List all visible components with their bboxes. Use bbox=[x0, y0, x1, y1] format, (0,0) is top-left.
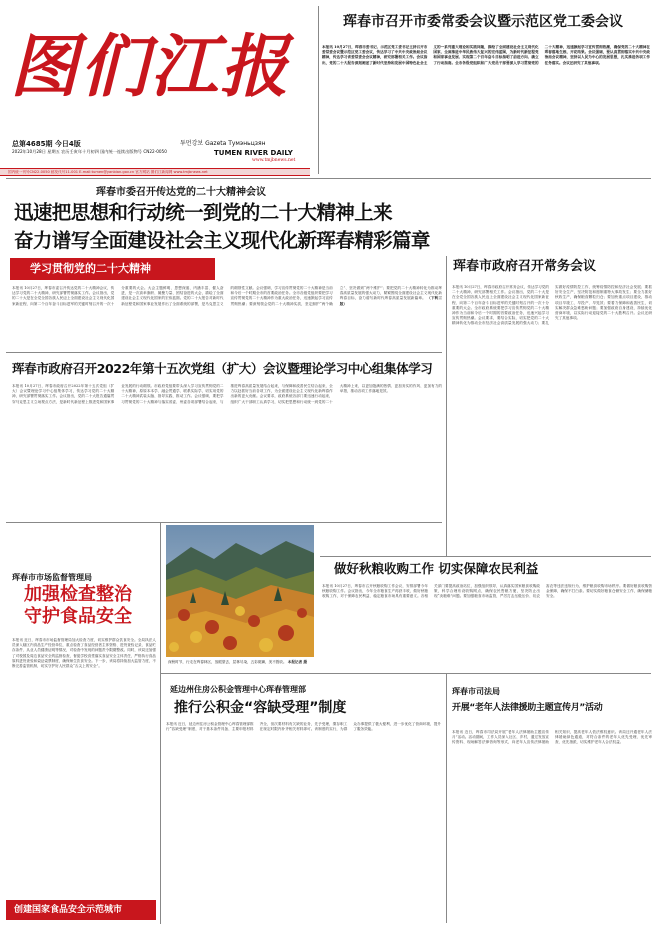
harvest-body: 本报讯 10月27日，珲春市召开秋粮收购工作会议，安排部署今年秋粮收购工作。会议指出，今年全市粮食生产再获丰收，做好秋粮收购工作，对于保障农民利益、稳定粮食市场具有重要意义。各相关部门要提高政治站位，加强组织领导，认真落实国家粮食收购政策，科学合理布设收购网点，确保农民售粮方便，坚决防止出现“卖粮难”问题。要加强粮食市场监管，严厉打击压级压价、坑农害农等违法违规行为，维护粮食收购市场秩序。要做好粮食收购资金保障，确保不打白条。要切实做好粮食仓储安全工作，确保储粮安全。 bbox=[322, 584, 652, 599]
lead-headline-2: 奋力谱写全面建设社会主义现代化新珲春精彩篇章 bbox=[14, 229, 430, 252]
divider bbox=[6, 178, 651, 179]
gov-meeting-headline: 珲春市政府召开常务会议 bbox=[453, 259, 597, 274]
lead-body: 本报讯 10月27日，珲春市委召开传达党的二十大精神会议，传达学习党的二十大精神，研究部署贯彻落实工作。会议指出，党的二十大是在全党全国各族人民迈上全面建设社会主义现代化国家新征程、向第二个百年奋斗目标进军的关键时刻召开的一次十分重要的大会。大会主题鲜明、思想深邃、内涵丰富、催人奋进，是一次高举旗帜、凝聚力量、团结奋进的大会，描绘了全面建设社会主义现代化国家的宏伟蓝图。党的二十大报告对新时代新征程党和国家事业发展作出了全面系统的部署，是马克思主义的纲领性文献。会议强调，学习宣传贯彻党的二十大精神是当前和今后一个时期全市的首要政治任务。全市各级党组织要把学习宣传贯彻党的二十大精神作为重大政治任务，迅速掀起学习宣传贯彻热潮；要深刻领会党的二十大精神实质，坚定拥护“两个确立”、坚决做到“两个维护”；要把党的二十大精神转化为推动珲春高质量发展的强大动力，紧紧围绕全面建设社会主义现代化新珲春目标，奋力谱写新时代珲春高质量发展新篇章。 bbox=[12, 286, 442, 306]
column-banner bbox=[10, 258, 215, 280]
date-line: 2022年10月28日 星期五 农历壬寅年十月初四 国内统一连续出版物号 CN22-0050 bbox=[12, 149, 167, 154]
korean-name: 투먼강보 Gazeta Тумэньцзян bbox=[180, 140, 266, 147]
housing-headline: 推行公积金“容缺受理”制度 bbox=[174, 700, 347, 716]
top-story-body: 本报讯 10月27日，珲春市委书记、示范区党工委书记主持召开市委常委会议暨示范区党工委会议，传达学习了中共中央政治局会议精神，传达学习省委常委会会议精神，研究部署相关工作。会议指出，党的二十大报告深刻阐述了新时代坚持和发展中国特色社会主义的一系列重大理论和实践问题，描绘了全面建设社会主义现代化国家、全面推进中华民族伟大复兴的宏伟蓝图，为新时代新征程党和国家事业发展、实现第二个百年奋斗目标指明了前进方向、确立了行动指南。全市各级党组织和广大党员干部要深入学习贯彻党的二十大精神，迅速掀起学习宣传贯彻热潮，确保党的二十大精神在珲春落地生根、开花结果。会议强调，要认真贯彻落实中共中央政治局会议精神，坚持以人民为中心的发展思想，扎实推进各项工作任务落实。会议还研究了其他事项。 bbox=[322, 45, 650, 65]
judicial-text bbox=[452, 730, 652, 922]
market-headline-1: 加强检查整治 bbox=[24, 584, 132, 605]
theory-headline: 珲春市政府召开2022年第十五次党组（扩大）会议暨理论学习中心组集体学习 bbox=[12, 361, 433, 376]
forest-image bbox=[166, 525, 314, 657]
theory-text bbox=[12, 384, 442, 519]
divider bbox=[160, 673, 651, 674]
gov-meeting-body: 本报讯 10月27日，珲春市政府召开常务会议，传达学习党的二十大精神，研究部署相关工作。会议指出，党的二十大是在全党全国各族人民迈上全面建设社会主义现代化国家新征程、向第二个百年奋斗目标进军的关键时刻召开的一次十分重要的大会。全市政府系统要把学习宣传贯彻党的二十大精神作为当前和今后一个时期的首要政治任务，迅速兴起学习宣传贯彻热潮。会议要求，要结合实际，切实把党的二十大精神转化为推动全市经济社会高质量发展的强大动力；要扎实做好疫情防控工作，统筹疫情防控和经济社会发展；要抓好安全生产，坚决防范和遏制重特大事故发生；要全力抓好秋收生产，确保粮食颗粒归仓；要加快重点项目建设，推动项目早竣工、早投产、早见效；要着力保障和改善民生，切实解决群众急难愁盼问题；要加强政府自身建设，持续优化营商环境，以实际行动迎接党的二十大胜利召开。会议还研究了其他事项。 bbox=[452, 285, 652, 326]
housing-body: 本报讯 近日，延边州住房公积金管理中心珲春管理部推行“容缺受理”制度，对于基本条件具备、主要申报材料齐全，但次要材料有欠缺的业务，先予受理，缴存职工在规定时限内补齐相关材料即可。该制度的实行，为群众办事提供了极大便利，进一步优化了营商环境，提升了服务效能。 bbox=[166, 722, 441, 732]
divider bbox=[318, 6, 319, 174]
photo-caption-text: 深秋时节，行走在珲春林区，放眼望去，层林尽染，五彩斑斓，美不胜收。 bbox=[168, 660, 287, 664]
food-safety-banner-label: 创建国家食品安全示范城市 bbox=[14, 905, 123, 915]
market-body: 本报讯 近日，珲春市市场监督管理局加大检查力度，切实维护群众饮食安全。全局执法人员深入辖区内食品生产经营单位，重点检查了食品经营者主体资格、进货查验记录、食品贮存条件、从业人员健康证明等情况，对检查中发现的问题责令限期整改。同时，该局还加强了对校园及周边食品安全的监督检查，督促学校食堂落实食品安全主体责任，严格执行食品原料进货查验和索证索票制度，确保师生饮食安全。下一步，该局将持续加大监管力度，不断完善监管机制，切实守护好人民群众“舌尖上的安全”。 bbox=[12, 638, 156, 669]
photo-credit: 本报记者 摄 bbox=[287, 660, 307, 664]
divider bbox=[446, 256, 447, 556]
divider bbox=[160, 522, 161, 924]
lead-kicker: 珲春市委召开传达党的二十大精神会议 bbox=[96, 187, 266, 198]
judicial-kicker: 珲春市司法局 bbox=[452, 686, 500, 696]
harvest-text bbox=[322, 584, 652, 669]
photo-caption bbox=[168, 660, 314, 665]
market-kicker: 珲春市市场监督管理局 bbox=[12, 572, 92, 582]
top-story-text bbox=[322, 45, 650, 160]
english-name: TUMEN RIVER DAILY bbox=[214, 149, 293, 157]
housing-kicker: 延边州住房公积金管理中心珲春管理部 bbox=[170, 684, 306, 694]
top-story-headline: 珲春市召开市委常委会议暨示范区党工委会议 bbox=[343, 14, 623, 30]
newspaper-logo: 图们江报 bbox=[10, 27, 291, 107]
food-safety-banner bbox=[6, 900, 156, 920]
contact-strip bbox=[0, 168, 310, 176]
issue-info: 总第4685期 今日4版 bbox=[12, 140, 81, 148]
judicial-body: 本报讯 近日，珲春市司法局开展“老年人法律援助主题宣传月”活动。活动期间，工作人员深入社区、乡村，通过发放宣传资料、现场解答法律咨询等形式，向老年人宣传法律援助相关知识，提高老年人依法维权意识。该局还开通老年人法律援助绿色通道，对符合条件的老年人优先受理、优先审查、优先指派，切实维护老年人合法权益。 bbox=[452, 730, 652, 745]
lead-continued: （下转三版） bbox=[339, 296, 442, 306]
harvest-headline: 做好秋粮收购工作 切实保障农民利益 bbox=[334, 561, 539, 576]
contact-strip-text: 国内统一刊号CN22-0050 邮发代号11-001 E-mail:tumen@yanbian.gov.cn 官方网站 图们江新闻网 www.tmjbnews.net bbox=[8, 170, 208, 174]
divider bbox=[446, 673, 447, 923]
website: www.tmjbnews.net bbox=[252, 158, 296, 163]
theory-body: 本报讯 10月27日，珲春市政府召开2022年第十五次党组（扩大）会议暨理论学习中心组集体学习，传达学习党的二十大精神，研究部署贯彻落实工作。会议指出，党的二十大报告通篇贯穿马克思主义立场观点方法，是新时代新征程上推进党和国家事业发展的行动纲领。市政府党组要带头深入学习宣传贯彻党的二十大精神，原原本本学、融会贯通学、联系实际学，切实用党的二十大精神武装头脑、指导实践、推动工作。会议强调，要把学习贯彻党的二十大精神与落实省委、州委各项部署结合起来，与推进珲春高质量发展结合起来，与保障和改善民生结合起来，全力以赴抓好当前各项工作，为全面建设社会主义现代化新珲春作出新的更大贡献。会议要求，政府系统各部门要迅速行动起来，组织广大干部职工认真学习，切实把思想和行动统一到党的二十大精神上来，以更加饱满的热情、更加务实的作风、更加有力的举措，推动各项工作落地见效。 bbox=[12, 384, 442, 404]
market-text bbox=[12, 638, 156, 900]
divider bbox=[6, 352, 442, 353]
divider bbox=[320, 556, 651, 557]
gov-meeting-text bbox=[452, 285, 652, 553]
housing-text bbox=[166, 722, 441, 922]
autumn-forest-photo bbox=[166, 525, 314, 657]
market-headline-2: 守护食品安全 bbox=[24, 606, 132, 627]
judicial-headline: 开展“老年人法律援助主题宣传月”活动 bbox=[452, 703, 603, 713]
divider bbox=[6, 522, 442, 523]
lead-text bbox=[12, 286, 442, 352]
lead-headline-1: 迅速把思想和行动统一到党的二十大精神上来 bbox=[14, 201, 393, 224]
column-banner-label: 学习贯彻党的二十大精神 bbox=[30, 262, 151, 275]
